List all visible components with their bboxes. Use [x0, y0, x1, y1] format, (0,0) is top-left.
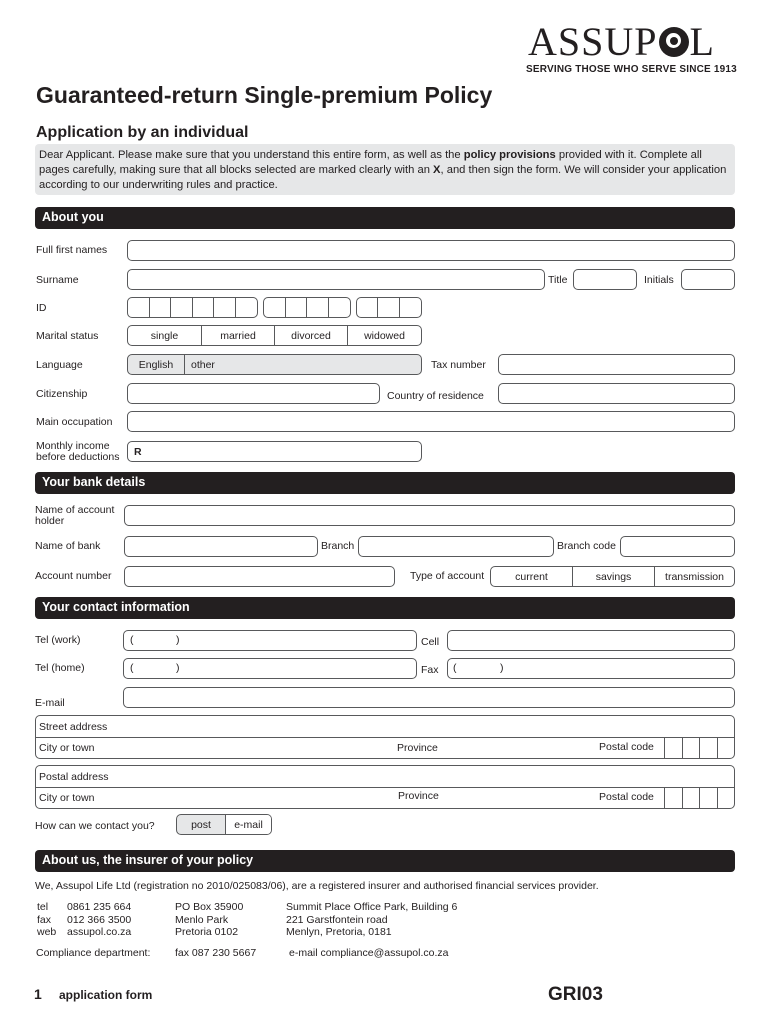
- citizenship-field[interactable]: [127, 383, 380, 404]
- insurer-po-box: PO Box 35900 Menlo Park Pretoria 0102: [175, 901, 244, 938]
- about-you-heading: About you: [35, 207, 735, 229]
- email-label: E-mail: [35, 697, 65, 709]
- footer-label: application form: [59, 988, 153, 1002]
- contact-heading: Your contact information: [35, 597, 735, 619]
- compliance-email[interactable]: e-mail compliance@assupol.co.za: [289, 947, 449, 959]
- language-label: Language: [36, 359, 83, 371]
- tel-work-field[interactable]: ( ): [123, 630, 417, 651]
- account-number-label: Account number: [35, 570, 112, 582]
- compliance-label: Compliance department:: [36, 947, 151, 959]
- insurer-web[interactable]: assupol.co.za: [67, 926, 132, 938]
- full-first-names-field[interactable]: [127, 240, 735, 261]
- account-holder-label: Name of account holder: [35, 504, 115, 527]
- insurer-heading: About us, the insurer of your policy: [35, 850, 735, 872]
- province-label: Province: [397, 742, 438, 754]
- main-occupation-label: Main occupation: [36, 416, 113, 428]
- street-address-block[interactable]: [35, 715, 735, 759]
- email-field[interactable]: [123, 687, 735, 708]
- insurer-tel: 0861 235 664: [67, 901, 132, 913]
- account-type-transmission[interactable]: transmission: [665, 570, 724, 583]
- name-of-bank-label: Name of bank: [35, 540, 101, 552]
- postal-address-label: Postal address: [39, 771, 109, 783]
- account-type-options: [490, 566, 735, 587]
- bank-heading: Your bank details: [35, 472, 735, 494]
- marital-option-married[interactable]: married: [202, 326, 275, 345]
- tel-work-label: Tel (work): [35, 634, 81, 646]
- account-type-savings[interactable]: savings: [573, 567, 655, 586]
- cell-field[interactable]: [447, 630, 735, 651]
- tax-number-field[interactable]: [498, 354, 735, 375]
- fax-label: Fax: [421, 664, 439, 676]
- marital-option-widowed[interactable]: widowed: [364, 329, 405, 342]
- contact-option-email[interactable]: e-mail: [226, 815, 271, 834]
- page-number: 1: [34, 986, 42, 1002]
- insurer-street-address: Summit Place Office Park, Building 6 221 Garstfontein road Menlyn, Pretoria, 0181: [286, 901, 458, 938]
- city-town-label: City or town: [39, 742, 95, 754]
- id-field-group-1[interactable]: [127, 297, 258, 318]
- cell-label: Cell: [421, 636, 440, 648]
- page-subtitle: Application by an individual: [36, 124, 249, 141]
- monthly-income-field[interactable]: [127, 441, 422, 462]
- logo-target-icon: [659, 27, 689, 57]
- marital-status-options: [127, 325, 422, 346]
- initials-label: Initials: [644, 274, 674, 286]
- street-postal-code-boxes[interactable]: [664, 737, 734, 758]
- postal-postal-code-label: Postal code: [599, 791, 654, 803]
- account-type-current[interactable]: current: [491, 567, 573, 586]
- type-of-account-label: Type of account: [410, 570, 485, 582]
- account-number-field[interactable]: [124, 566, 395, 587]
- postal-code-label: Postal code: [599, 741, 654, 753]
- country-of-residence-field[interactable]: [498, 383, 735, 404]
- form-code: GRI03: [548, 984, 603, 1005]
- postal-city-town-label: City or town: [39, 792, 95, 804]
- branch-code-field[interactable]: [620, 536, 735, 557]
- citizenship-label: Citizenship: [36, 388, 88, 400]
- contact-method-options: [176, 814, 272, 835]
- postal-province-label: Province: [398, 790, 439, 802]
- tax-number-label: Tax number: [431, 359, 486, 371]
- full-first-names-label: Full first names: [36, 244, 108, 256]
- marital-status-label: Marital status: [36, 330, 99, 342]
- branch-code-label: Branch code: [557, 540, 616, 552]
- id-field-group-2[interactable]: [263, 297, 351, 318]
- compliance-fax: fax 087 230 5667: [175, 947, 257, 959]
- title-field[interactable]: [573, 269, 637, 290]
- fax-field[interactable]: ( ): [447, 658, 735, 679]
- branch-label: Branch: [321, 540, 355, 552]
- postal-address-block[interactable]: [35, 765, 735, 809]
- how-contact-label: How can we contact you?: [35, 820, 155, 832]
- marital-option-divorced[interactable]: divorced: [275, 326, 348, 345]
- assupol-logo: ASSUP L: [528, 19, 715, 64]
- surname-field[interactable]: [127, 269, 545, 290]
- street-address-label: Street address: [39, 721, 108, 733]
- name-of-bank-field[interactable]: [124, 536, 318, 557]
- marital-option-single[interactable]: single: [128, 326, 202, 345]
- insurer-fax: 012 366 3500: [67, 913, 132, 926]
- main-occupation-field[interactable]: [127, 411, 735, 432]
- surname-label: Surname: [36, 274, 79, 286]
- monthly-income-label: Monthly income before deductions: [36, 440, 120, 463]
- branch-field[interactable]: [358, 536, 554, 557]
- initials-field[interactable]: [681, 269, 735, 290]
- page-title: Guaranteed-return Single-premium Policy: [36, 82, 493, 108]
- insurer-contact-labels: tel fax web: [37, 901, 57, 938]
- insurer-statement: We, Assupol Life Ltd (registration no 2010/025083/06), are a registered insurer and authorised financial services provider.: [35, 880, 599, 892]
- tel-home-field[interactable]: ( ): [123, 658, 417, 679]
- insurer-contact-values: [67, 901, 131, 939]
- id-field-group-3[interactable]: [356, 297, 422, 318]
- tel-home-label: Tel (home): [35, 662, 85, 674]
- country-of-residence-label: Country of residence: [387, 390, 484, 402]
- contact-option-post[interactable]: post: [177, 815, 226, 834]
- postal-postal-code-boxes[interactable]: [664, 787, 734, 808]
- language-option-other[interactable]: other: [191, 358, 215, 371]
- logo-tagline: SERVING THOSE WHO SERVE SINCE 1913: [526, 64, 737, 75]
- currency-symbol: R: [134, 446, 142, 458]
- id-label: ID: [36, 302, 47, 314]
- intro-text: Dear Applicant. Please make sure that you understand this entire form, as well as the policy provisions provided with it. Complete all pages carefully, making sure that all blocks selected are marked clearly with an X, and then sign the form. We will consider your application according to our underwriting rules and practice.: [35, 144, 735, 195]
- language-options: [127, 354, 422, 375]
- language-option-english[interactable]: English: [128, 355, 185, 374]
- title-label: Title: [548, 274, 568, 286]
- account-holder-field[interactable]: [124, 505, 735, 526]
